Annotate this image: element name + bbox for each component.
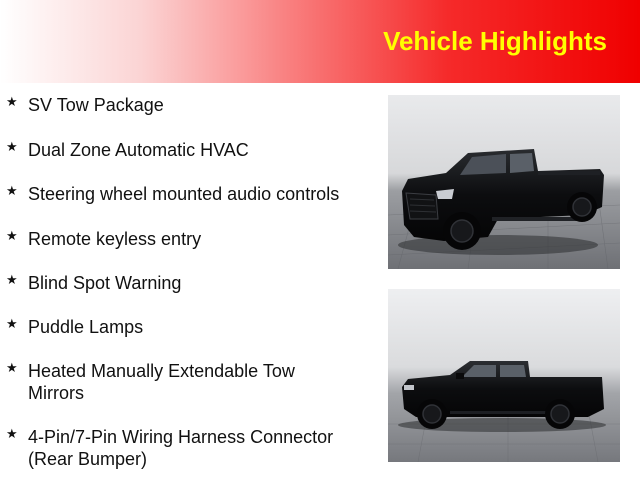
star-icon: ★	[6, 361, 18, 376]
page-title: Vehicle Highlights	[383, 26, 607, 56]
list-item	[6, 360, 336, 404]
feature-label: Blind Spot Warning	[28, 273, 182, 293]
star-icon: ★	[6, 229, 18, 244]
feature-label: 4-Pin/7-Pin Wiring Harness Connector (Rear Bumper)	[28, 427, 334, 469]
list-item	[6, 272, 366, 294]
list-item	[6, 426, 356, 470]
vehicle-photo-side	[388, 289, 620, 462]
list-item	[6, 183, 366, 205]
feature-label: Steering wheel mounted audio controls	[28, 184, 340, 204]
vehicle-photo-front	[388, 95, 620, 269]
feature-label: Remote keyless entry	[28, 229, 202, 249]
feature-label: Heated Manually Extendable Tow Mirrors	[28, 361, 295, 403]
list-item	[6, 94, 366, 116]
feature-label: SV Tow Package	[28, 95, 164, 115]
star-icon: ★	[6, 140, 18, 155]
star-icon: ★	[6, 95, 18, 110]
star-icon: ★	[6, 317, 18, 332]
star-icon: ★	[6, 184, 18, 199]
feature-label: Dual Zone Automatic HVAC	[28, 140, 249, 160]
feature-label: Puddle Lamps	[28, 317, 144, 337]
list-item	[6, 139, 366, 161]
list-item	[6, 228, 366, 250]
star-icon: ★	[6, 273, 18, 288]
star-icon: ★	[6, 427, 18, 442]
list-item	[6, 316, 366, 338]
